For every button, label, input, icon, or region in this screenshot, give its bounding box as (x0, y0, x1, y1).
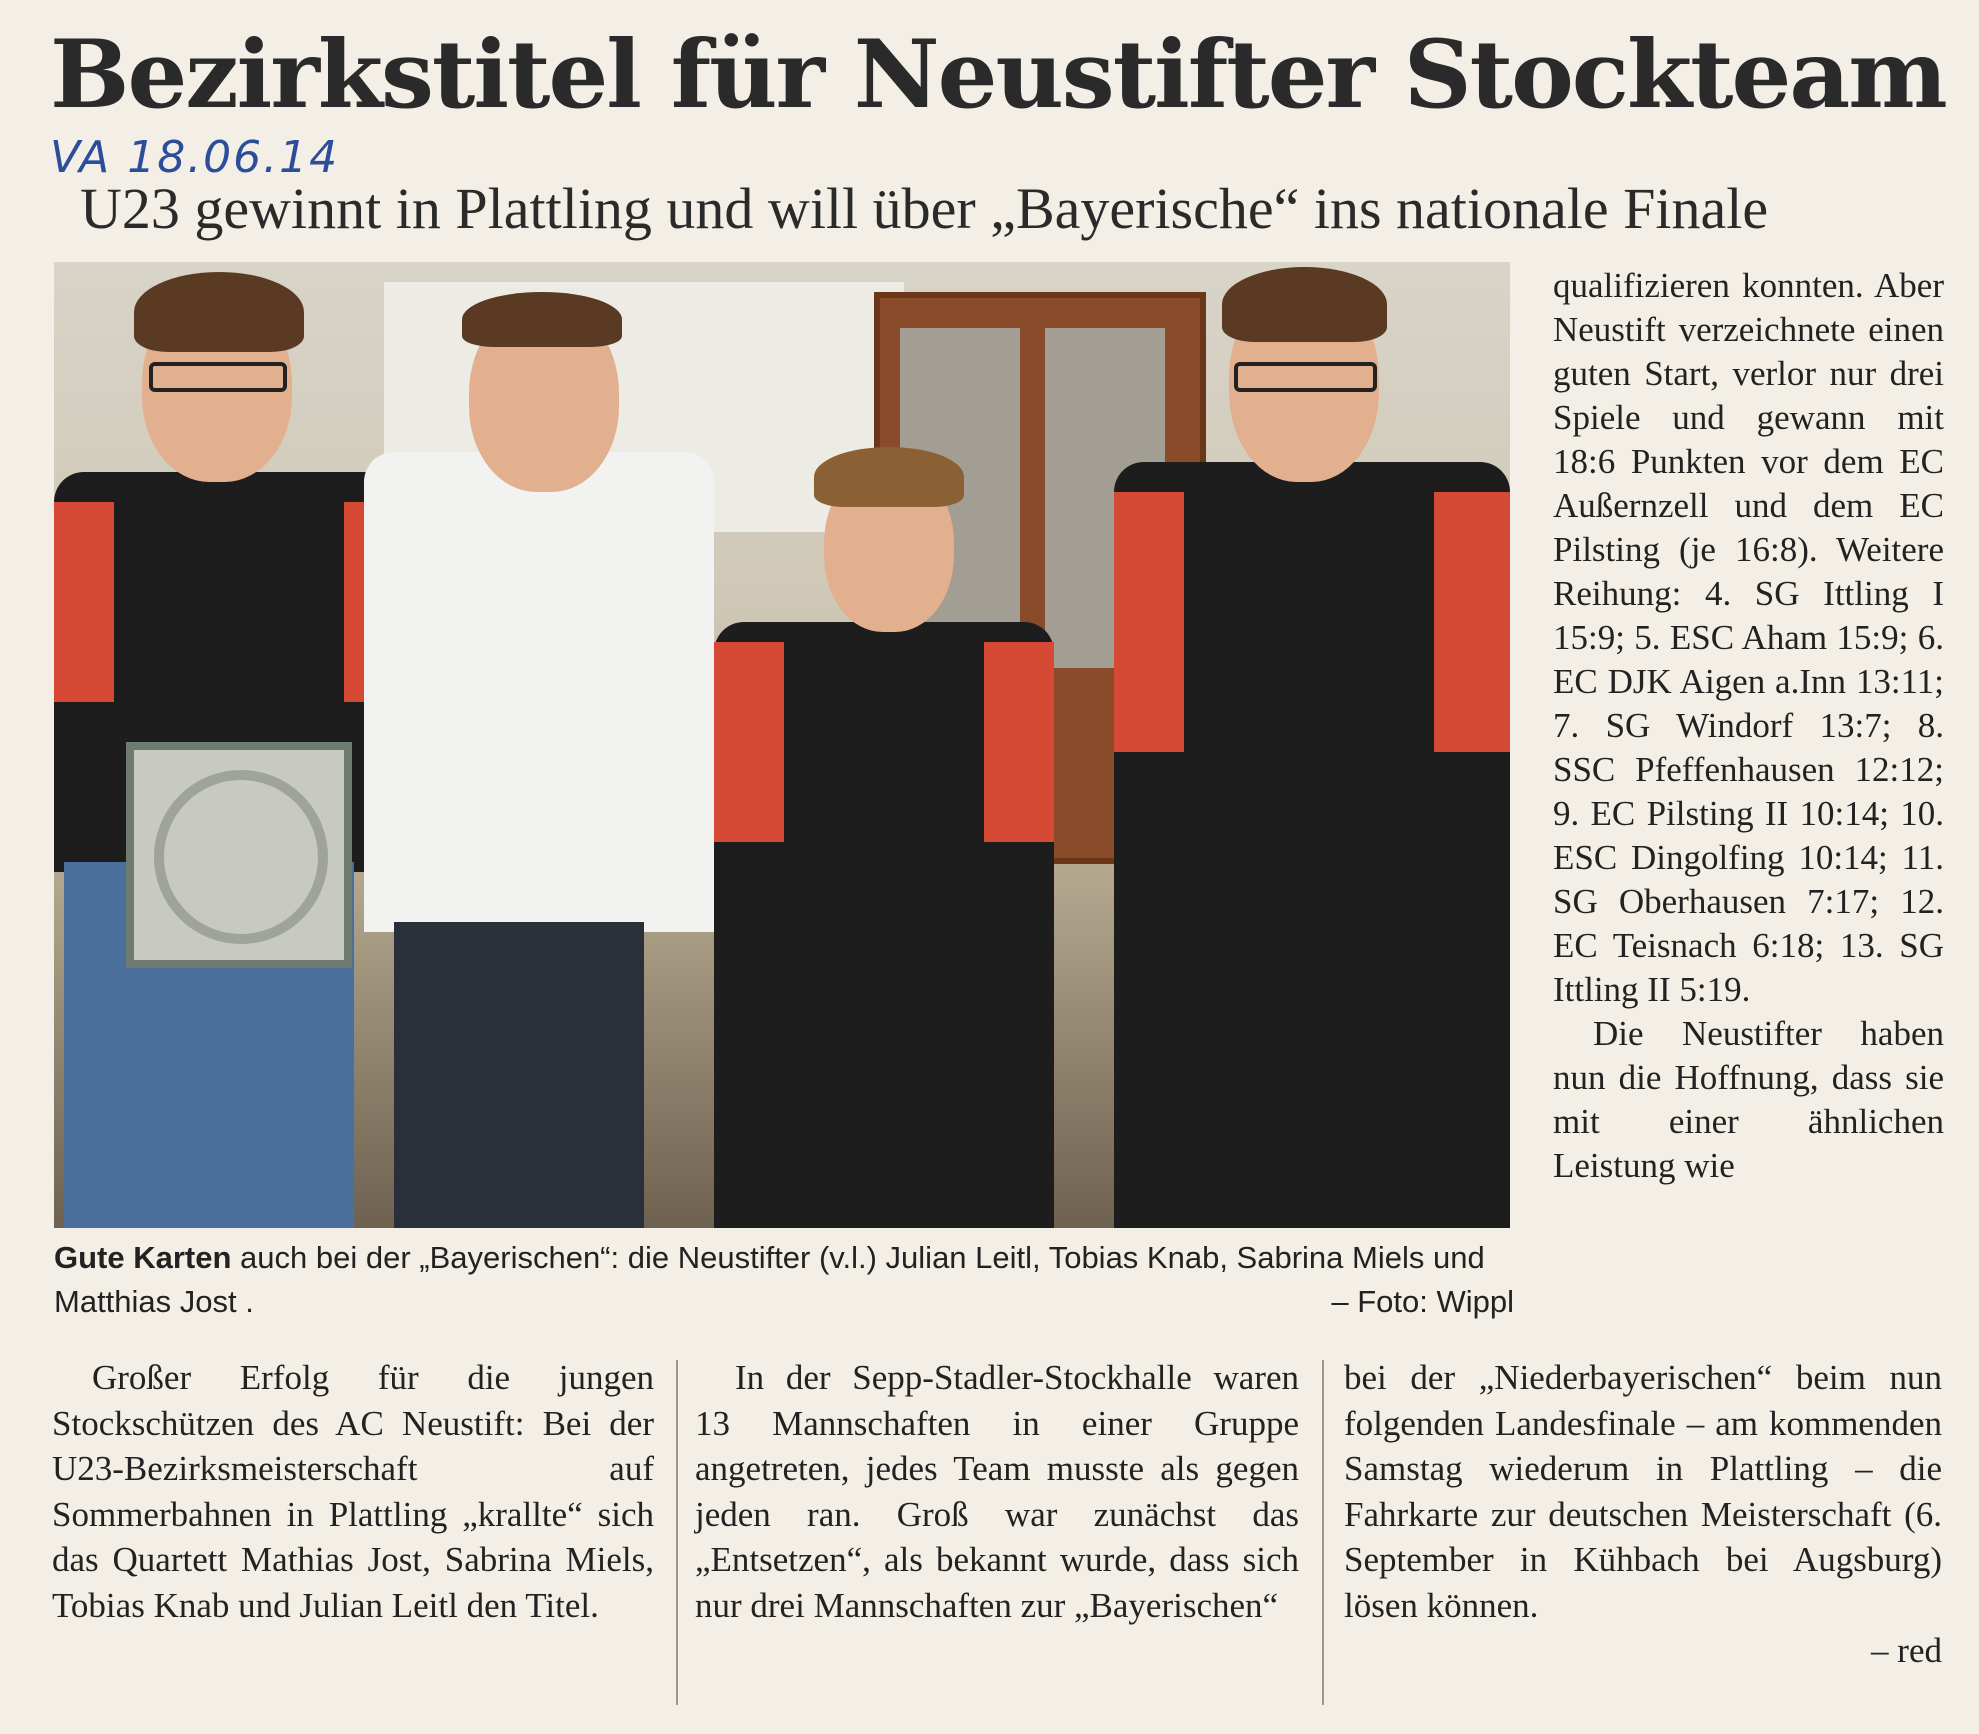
body-column-2 (695, 1355, 1299, 1628)
caption-text: auch bei der „Bayerischen“: die Neustifter (v.l.) Julian Leitl, Tobias Knab, Sabrina Miels und Matthias Jost . (54, 1240, 1485, 1319)
photo-person-4 (1114, 262, 1510, 1228)
sidebar-paragraph-1: qualifizieren konnten. Aber Neustift verzeichnete einen guten Start, verlor nur drei Spiele und gewann mit 18:6 Punkten vor dem EC Außernzell und dem EC Pilsting (je 16:8). Weitere Reihung: 4. SG Ittling I 15:9; 5. ESC Aham 15:9; 6. EC DJK Aigen a.Inn 13:11; 7. SG Windorf 13:7; 8. SSC Pfeffenhausen 12:12; 9. EC Pilsting II 10:14; 10. ESC Dingolfing 10:14; 11. SG Oberhausen 7:17; 12. EC Teisnach 6:18; 13. SG Ittling II 5:19. (1553, 266, 1944, 1009)
headline: Bezirkstitel für Neustifter Stockteam (50, 20, 1946, 130)
photo-credit: – Foto: Wippl (1331, 1284, 1514, 1319)
column-divider-2 (1322, 1360, 1324, 1705)
body-column-1 (52, 1355, 654, 1628)
trophy-plate (126, 742, 352, 968)
column-divider-1 (676, 1360, 678, 1705)
body-paragraph-3: bei der „Niederbayerischen“ beim nun folgenden Landesfinale – am kommenden Samstag wiederum in Plattling – die Fahrkarte zur deutschen Meisterschaft (6. September in Kühbach bei Augsburg) lösen können. (1344, 1358, 1942, 1625)
team-photo (54, 262, 1510, 1228)
subheadline: U23 gewinnt in Plattling und will über „Bayerische“ ins nationale Finale (80, 176, 1769, 241)
sidebar-paragraph-2: Die Neustifter haben nun die Hoffnung, dass sie mit einer ähnlichen Leistung wie (1553, 1014, 1944, 1185)
body-paragraph-1: Großer Erfolg für die jungen Stockschützen des AC Neustift: Bei der U23-Bezirksmeisterschaft auf Sommerbahnen in Plattling „krallte“ sich das Quartett Mathias Jost, Sabrina Miels, Tobias Knab und Julian Leitl den Titel. (52, 1358, 654, 1625)
body-column-3 (1344, 1355, 1942, 1674)
body-paragraph-2: In der Sepp-Stadler-Stockhalle waren 13 Mannschaften in einer Gruppe angetreten, jedes Team musste als gegen jeden ran. Groß war zunächst das „Entsetzen“, als bekannt wurde, dass sich nur drei Mannschaften zur „Bayerischen“ (695, 1358, 1299, 1625)
photo-person-3 (714, 262, 1054, 1228)
handwritten-date-note: VA 18.06.14 (50, 132, 340, 183)
sidebar-column (1553, 264, 1944, 1188)
author-credit: – red (1871, 1631, 1942, 1670)
photo-caption (54, 1236, 1514, 1324)
photo-person-2 (354, 262, 724, 1228)
caption-lead: Gute Karten (54, 1240, 232, 1275)
